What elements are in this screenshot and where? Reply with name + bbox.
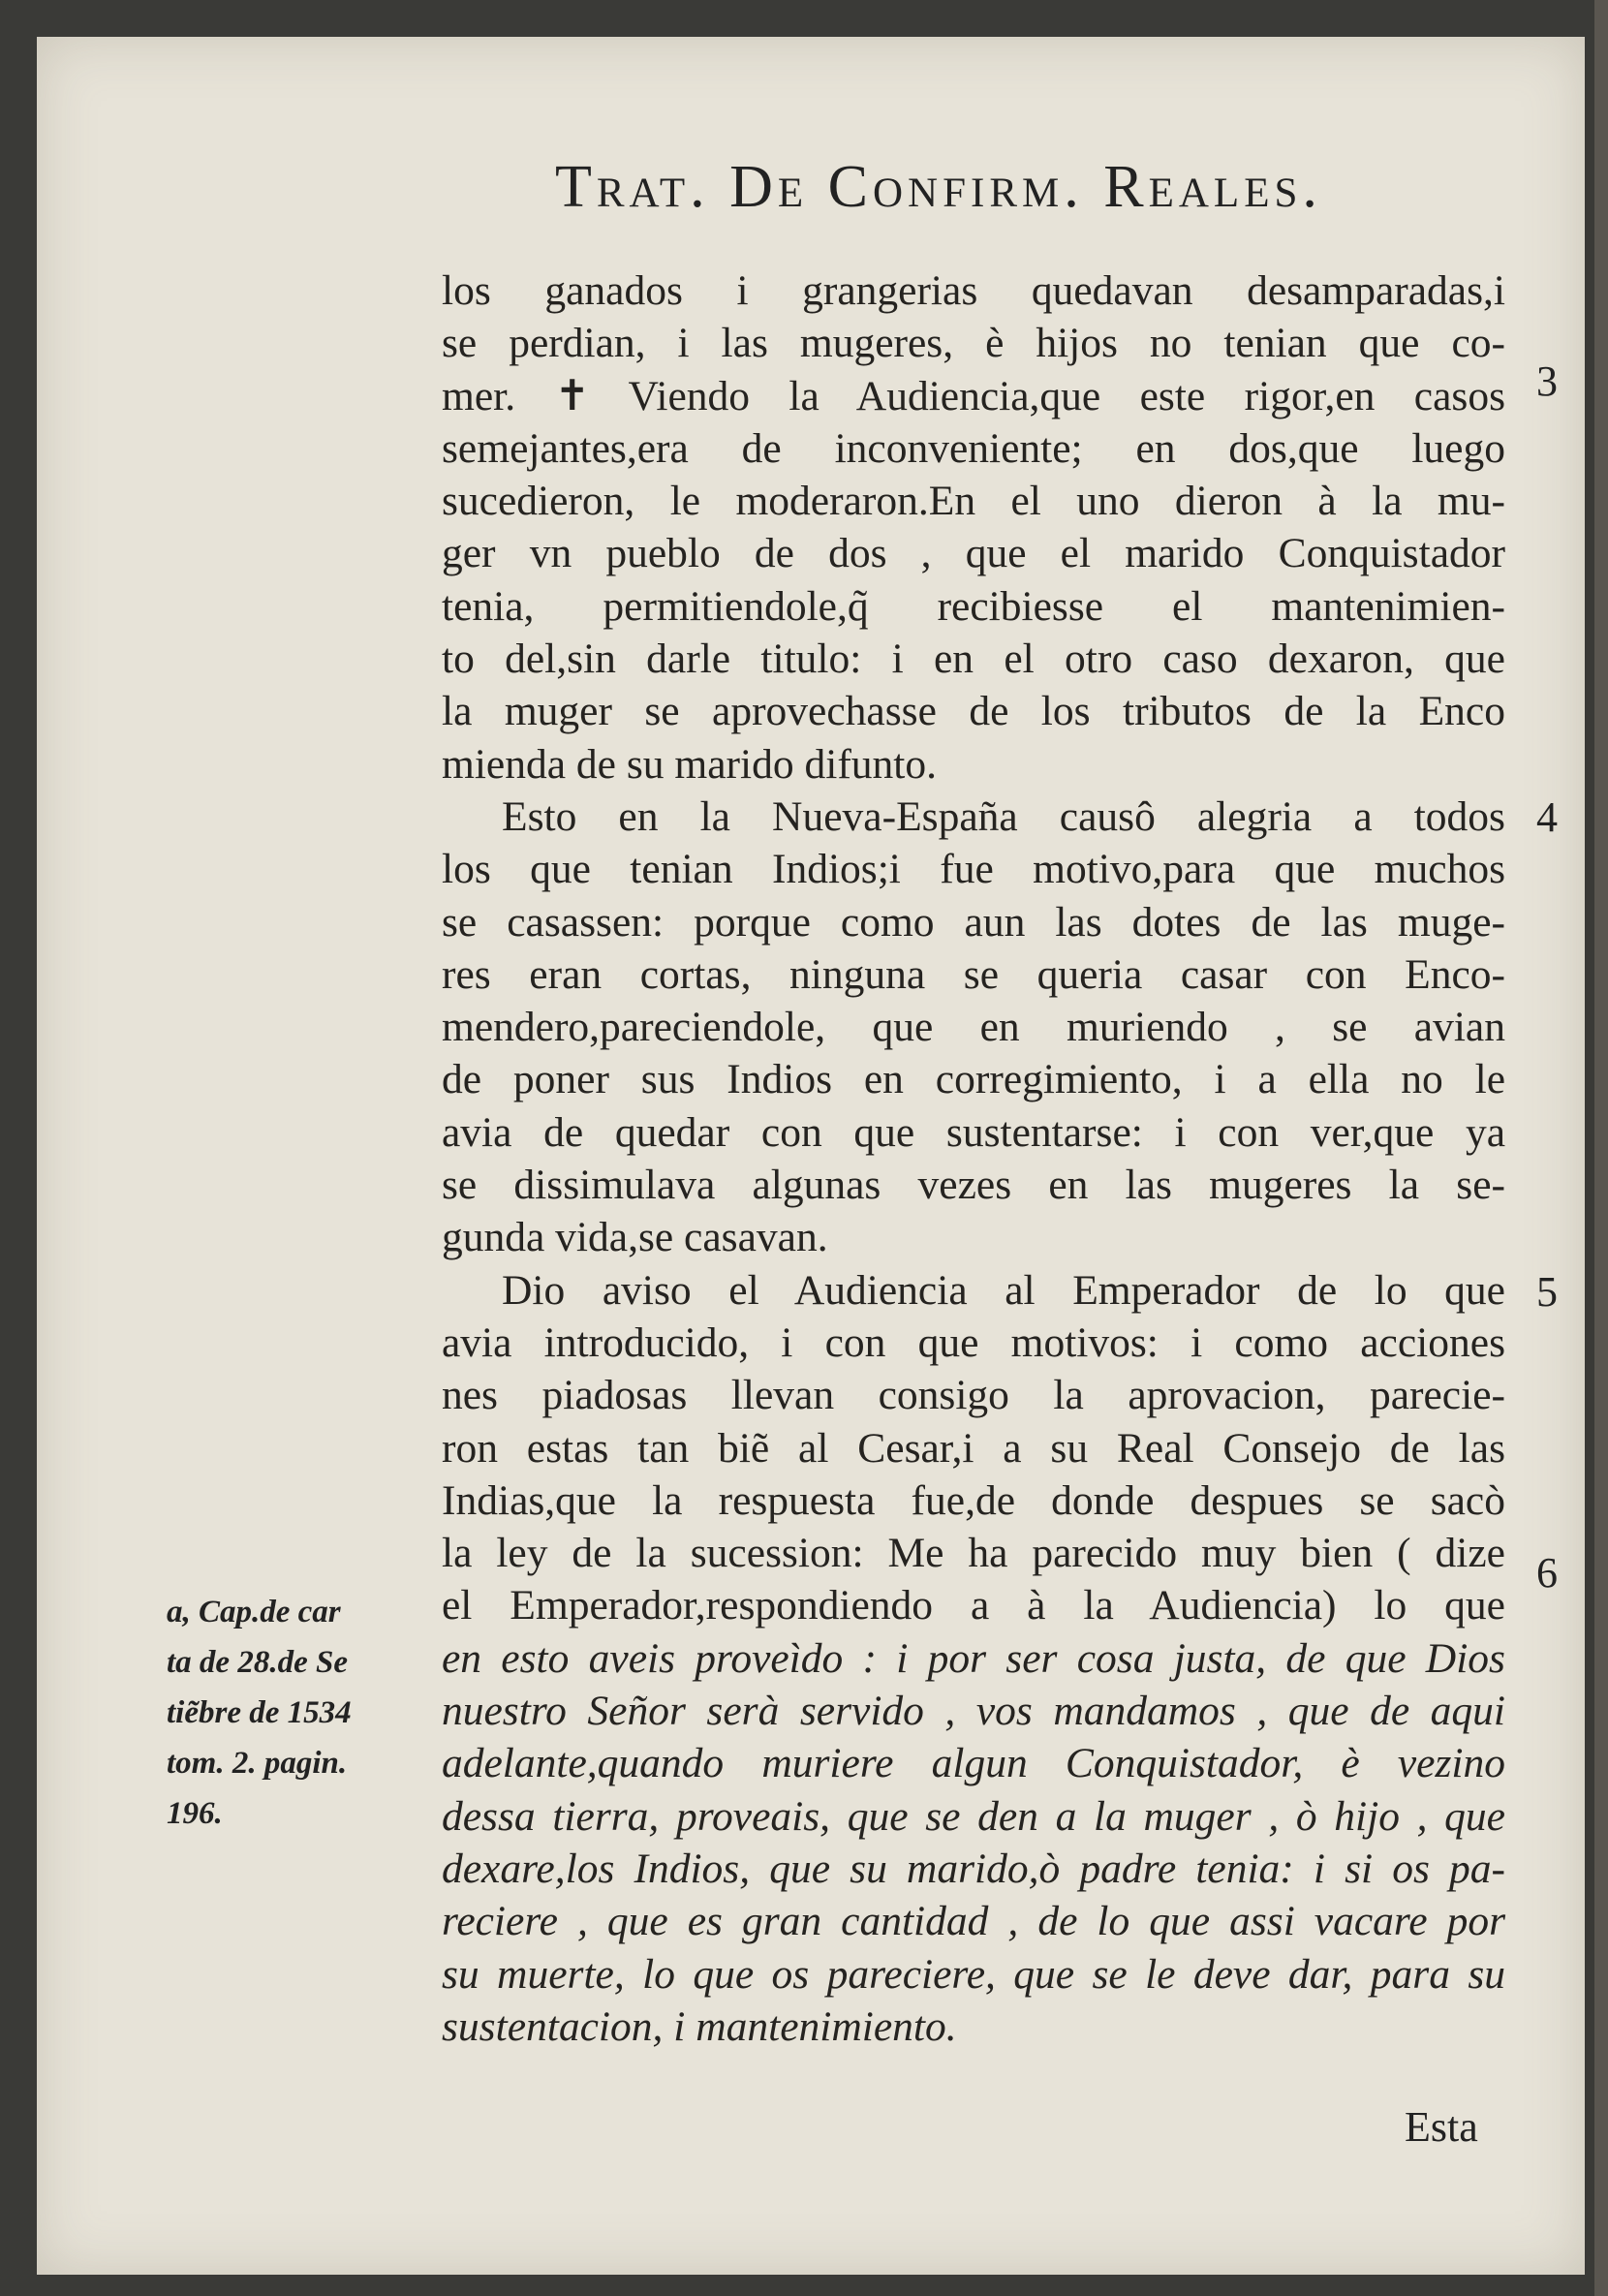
- body-text: [442, 264, 1505, 2053]
- text-line: semejantes,era de inconveniente; en dos,que luego: [442, 424, 1505, 472]
- text-line: de poner sus Indios en corregimiento, i a ella no le: [442, 1056, 1505, 1103]
- text-line: sucedieron, le moderaron.En el uno dieron à la mu-: [442, 478, 1505, 525]
- italic-line: en esto aveis proveìdo : i por ser cosa justa, de que Dios: [442, 1634, 1505, 1682]
- text-line: ger vn pueblo de dos , que el marido Conquistador: [442, 530, 1505, 577]
- italic-line: adelante,quando muriere algun Conquistador, è vezino: [442, 1740, 1505, 1787]
- marginal-note-line: tom. 2. pagin.: [167, 1746, 348, 1781]
- text-line: ron estas tan biẽ al Cesar,i a su Real Consejo de las: [442, 1424, 1505, 1472]
- text-line: mienda de su marido difunto.: [442, 740, 938, 788]
- marginal-note: [167, 1587, 428, 1839]
- text-line: Esto en la Nueva-España causô alegria a todos: [502, 792, 1505, 840]
- margin-number: 3: [1536, 357, 1558, 405]
- italic-line: su muerte, lo que os pareciere, que se le deve dar, para su: [442, 1950, 1505, 1998]
- italic-line: dessa tierra, proveais, que se den a la muger , ò hijo , que: [442, 1792, 1505, 1840]
- text-line: gunda vida,se casavan.: [442, 1214, 828, 1261]
- text-line: tenia, permitiendole,q̃ recibiesse el mantenimien-: [442, 582, 1505, 630]
- text-line: se perdian, i las mugeres, è hijos no tenian que co-: [442, 320, 1505, 367]
- text-line: Dio aviso el Audiencia al Emperador de lo que: [502, 1266, 1505, 1314]
- running-header: Trat. De Confirm. Reales.: [555, 154, 1322, 220]
- catchword: Esta: [1405, 2103, 1478, 2151]
- text-line: se casassen: porque como aun las dotes de las muge-: [442, 898, 1505, 946]
- text-line: mer. ✝ Viendo la Audiencia,que este rigor,en casos: [442, 372, 1505, 419]
- italic-line: sustentacion, i mantenimiento.: [442, 2002, 957, 2050]
- marginal-note-line: ta de 28.de Se: [167, 1645, 348, 1680]
- italic-line: nuestro Señor serà servido , vos mandamos , que de aqui: [442, 1688, 1505, 1735]
- margin-number: 4: [1536, 793, 1558, 841]
- text-line: to del,sin darle titulo: i en el otro caso dexaron, que: [442, 636, 1505, 683]
- text-line: Indias,que la respuesta fue,de donde despues se sacò: [442, 1476, 1505, 1524]
- text-line: la ley de la sucession: Me ha parecido muy bien ( dize: [442, 1530, 1505, 1577]
- marginal-note-line: tiẽbre de 1534: [167, 1695, 352, 1730]
- italic-line: reciere , que es gran cantidad , de lo que assi vacare por: [442, 1898, 1505, 1945]
- text-line: se dissimulava algunas vezes en las mugeres la se-: [442, 1162, 1505, 1209]
- book-page: [37, 37, 1585, 2275]
- marginal-note-line: a, Cap.de car: [167, 1595, 341, 1629]
- italic-line: dexare,los Indios, que su marido,ò padre tenia: i si os pa-: [442, 1845, 1505, 1892]
- margin-number: 5: [1536, 1268, 1558, 1316]
- text-line: avia introducido, i con que motivos: i como acciones: [442, 1319, 1505, 1366]
- text-line: mendero,pareciendole, que en muriendo , se avian: [442, 1004, 1505, 1051]
- page-edge: [1594, 0, 1608, 2296]
- text-line: el Emperador,respondiendo a à la Audiencia) lo que: [442, 1582, 1505, 1629]
- text-line: los que tenian Indios;i fue motivo,para que muchos: [442, 846, 1505, 893]
- marginal-note-line: 196.: [167, 1796, 223, 1831]
- text-line: avia de quedar con que sustentarse: i con ver,que ya: [442, 1108, 1505, 1156]
- text-line: la muger se aprovechasse de los tributos de la Enco: [442, 688, 1505, 735]
- text-line: nes piadosas llevan consigo la aprovacion, parecie-: [442, 1372, 1505, 1419]
- margin-number: 6: [1536, 1549, 1558, 1597]
- text-line: los ganados i grangerias quedavan desamparadas,i: [442, 267, 1505, 314]
- text-line: res eran cortas, ninguna se queria casar con Enco-: [442, 950, 1505, 998]
